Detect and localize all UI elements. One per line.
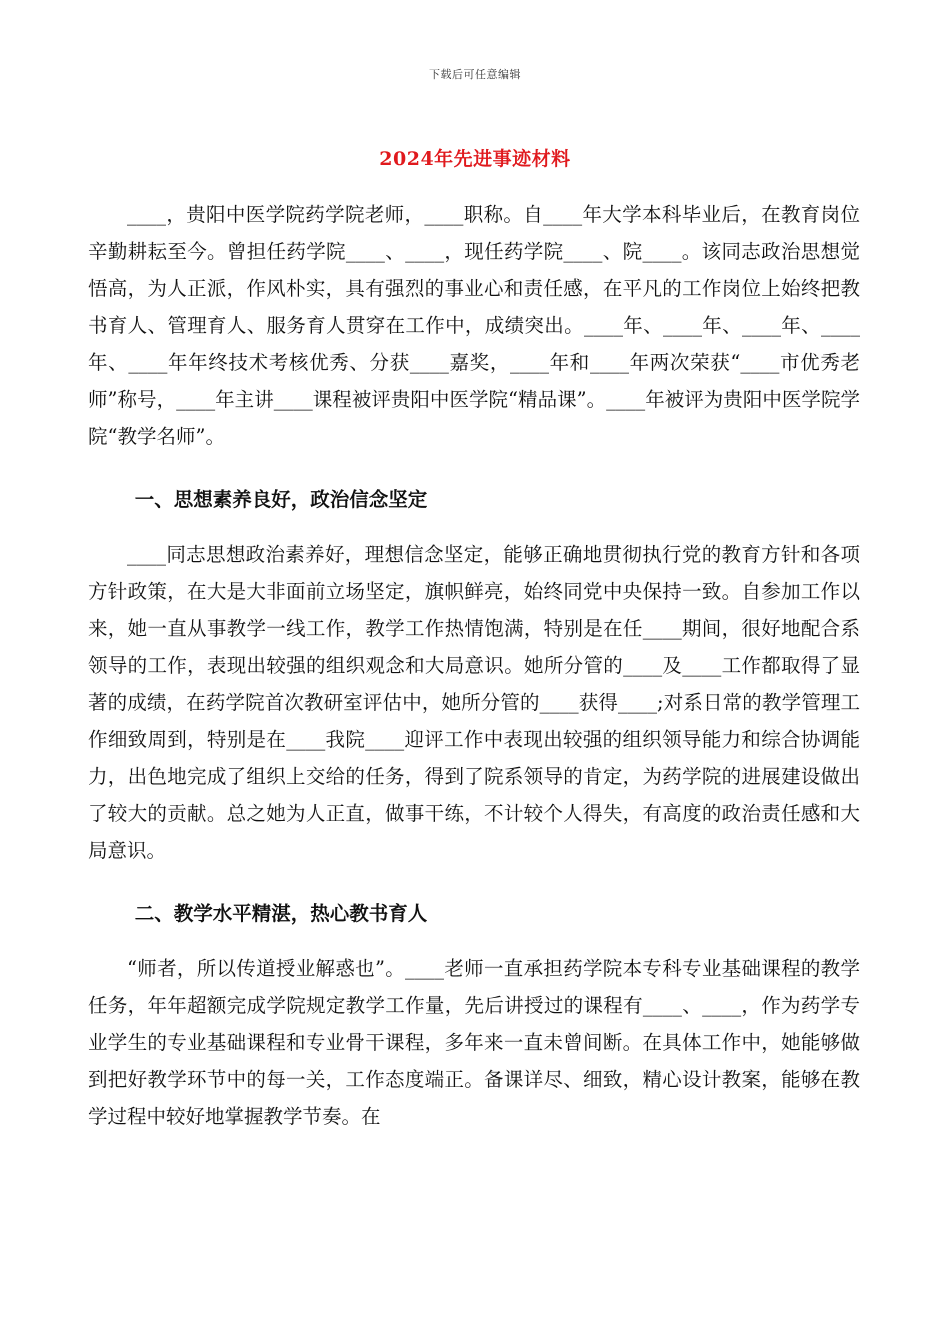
page-header-note: 下载后可任意编辑 bbox=[429, 68, 521, 81]
section-heading-1: 一、思想素养良好，政治信念坚定 bbox=[134, 488, 428, 511]
document-title: 2024年先进事迹材料 bbox=[379, 148, 571, 170]
section-heading-2: 二、教学水平精湛，热心教书育人 bbox=[134, 902, 428, 925]
section-body-1: ____同志思想政治素养好，理想信念坚定，能够正确地贯彻执行党的教育方针和各项方针政策，在大是大非面前立场坚定，旗帜鲜亮，始终同党中央保持一致。自参加工作以来，她一直从事教学一线工作，教学工作热情饱满，特别是在任____期间，很好地配合系领导的工作，表现出较强的组织观念和大局意识。她所分管的____及____工作都取得了显著的成绩，在药学院首次教研室评估中，她所分管的____获得____;对系日常的教学管理工作细致周到，特别是在____我院____迎评工作中表现出较强的组织领导能力和综合协调能力，出色地完成了组织上交给的任务，得到了院系领导的肯定，为药学院的进展建设做出了较大的贡献。总之她为人正直，做事干练，不计较个人得失，有高度的政治责任感和大局意识。 bbox=[88, 543, 860, 862]
section-body-2: “师者，所以传道授业解惑也”。____老师一直承担药学院本专科专业基础课程的教学任务，年年超额完成学院规定教学工作量，先后讲授过的课程有____、____，作为药学专业学生的专业基础课程和专业骨干课程，多年来一直未曾间断。在具体工作中，她能够做到把好教学环节中的每一关，工作态度端正。备课详尽、细致，精心设计教案，能够在教学过程中较好地掌握教学节奏。在 bbox=[88, 957, 860, 1128]
document-body bbox=[88, 196, 860, 1135]
intro-paragraph: ____，贵阳中医学院药学院老师，____职称。自____年大学本科毕业后，在教育岗位辛勤耕耘至今。曾担任药学院____、____，现任药学院____、院____。该同志政治思想觉悟高，为人正派，作风朴实，具有强烈的事业心和责任感，在平凡的工作岗位上始终把教书育人、管理育人、服务育人贯穿在工作中，成绩突出。____年、____年、____年、____年、____年年终技术考核优秀、分获____嘉奖，____年和____年两次荣获“____市优秀老师”称号，____年主讲____课程被评贵阳中医学院“精品课”。____年被评为贵阳中医学院学院“教学名师”。 bbox=[88, 203, 860, 448]
